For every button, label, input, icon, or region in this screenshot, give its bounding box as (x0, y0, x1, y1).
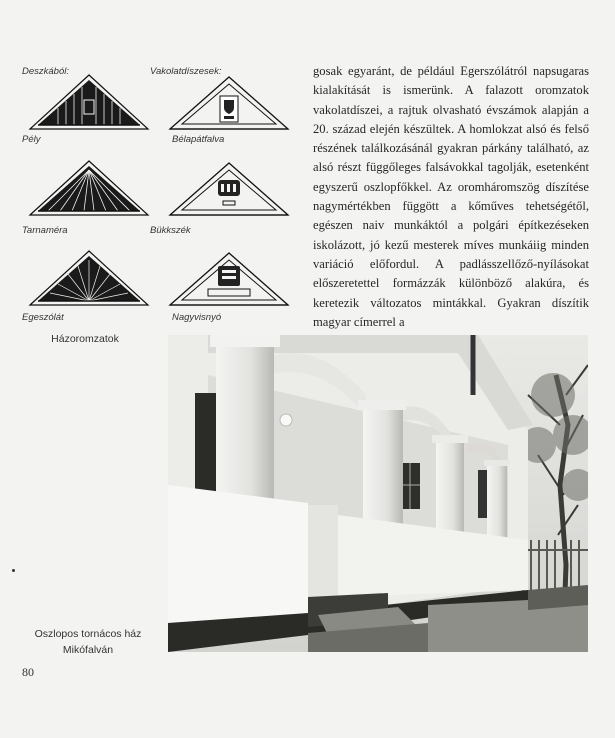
label-vakolatdiszesek: Vakolatdíszesek: (150, 66, 222, 77)
label-egeszolat: Egeszólát (22, 312, 64, 323)
body-text: gosak egyaránt, de például Egerszólátról napsugaras kialakítását is ismerünk. A falazott oromzatok vakolatdíszei, a rajtuk olvasható évszámok alapján a 20. század elején készültek. A homlokzat alsó és felső részének találkozásánál gyakran párkány található, az alsó részt függőleges falsávokkal tagolják, esetenként egyszerű oszlopfőkkel. Az oromháromszög díszítése nagymértékben függött a kőműves tehetségétől, egészen naiv munkáktól a polgári építkezéseken iskolázott, jó kezű mesterek míves munkáiig minden variáció előfordul. A padlásszellőző-nyílásokat előszeretettel formázzák különböző alakúra, és keretezik változatos mintákkal. Gyakran díszítik magyar címerrel a (313, 64, 589, 329)
photo-columned-porch-house (168, 335, 588, 652)
gable-pely-illustration (28, 72, 150, 132)
gable-tarnamera-illustration (28, 158, 150, 218)
gable-belapatfalva-illustration (168, 74, 290, 132)
label-nagyvisnyo: Nagyvisnyó (172, 312, 222, 323)
label-deszkabol: Deszkából: (22, 66, 69, 77)
gable-egeszolat-illustration (28, 248, 150, 308)
label-tarnamera: Tarnaméra (22, 225, 68, 236)
label-belapatfalva: Bélapátfalva (172, 134, 225, 145)
gable-bukkszek-illustration (168, 160, 290, 218)
label-pely: Pély (22, 134, 41, 145)
caption-photo (18, 626, 158, 658)
gable-nagyvisnyo-illustration (168, 250, 290, 308)
caption-photo-line2: Mikófalván (62, 644, 114, 656)
label-bukkszek: Bükkszék (150, 225, 191, 236)
caption-photo-line1: Oszlopos tornácos ház (34, 628, 142, 640)
stray-dot (12, 569, 15, 572)
caption-hazoromzatok: Házoromzatok (51, 333, 119, 345)
page-number: 80 (22, 665, 34, 679)
